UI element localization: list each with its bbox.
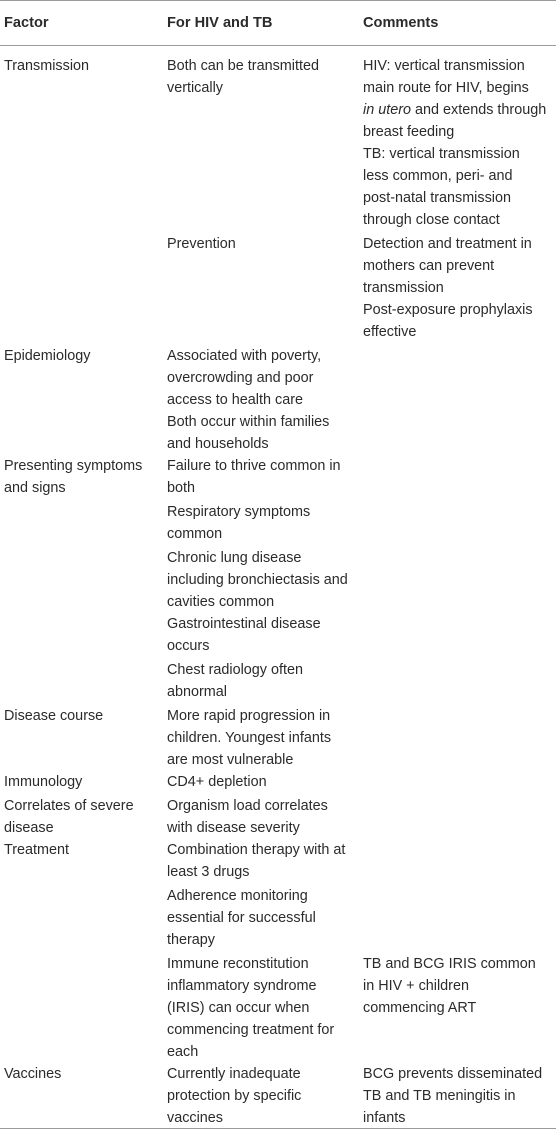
vaccines-text-2: protection by specific bbox=[167, 1088, 302, 1104]
vaccines-comment-1: BCG prevents disseminated bbox=[363, 1066, 543, 1082]
factor-treatment: Treatment bbox=[4, 842, 70, 858]
treatment-iris-5: each bbox=[167, 1044, 199, 1060]
hiv-comment-3 bbox=[363, 99, 546, 121]
treatment-iris-3: (IRIS) can occur when bbox=[167, 1000, 310, 1016]
factor-transmission: Transmission bbox=[4, 58, 90, 74]
treatment-combination-2: least 3 drugs bbox=[167, 864, 250, 880]
table-bottom-rule bbox=[0, 1128, 556, 1129]
tb-comment-4: through close contact bbox=[363, 212, 500, 228]
tb-comment-2: less common, peri- and bbox=[363, 168, 513, 184]
factor-disease-course: Disease course bbox=[4, 708, 104, 724]
symptoms-lung-2: including bronchiectasis and bbox=[167, 572, 348, 588]
vaccines-comment-2: TB and TB meningitis in bbox=[363, 1088, 516, 1104]
prevention-comment-3: transmission bbox=[363, 280, 444, 296]
symptoms-respiratory-1: Respiratory symptoms bbox=[167, 504, 311, 520]
factor-vaccines: Vaccines bbox=[4, 1066, 62, 1082]
course-text-3: are most vulnerable bbox=[167, 752, 294, 768]
treatment-iris-4: commencing treatment for bbox=[167, 1022, 335, 1038]
prevention-comment-2: mothers can prevent bbox=[363, 258, 495, 274]
symptoms-thrive-2: both bbox=[167, 480, 196, 496]
treatment-iris-1: Immune reconstitution bbox=[167, 956, 309, 972]
symptoms-lung-3: cavities common bbox=[167, 594, 275, 610]
header-rule bbox=[0, 45, 556, 46]
correlates-text-2: with disease severity bbox=[167, 820, 300, 836]
factor-correlates-2: disease bbox=[4, 820, 54, 836]
in-utero-italic: in utero bbox=[363, 102, 411, 118]
header-factor: Factor bbox=[4, 15, 49, 31]
treatment-combination-1: Combination therapy with at bbox=[167, 842, 346, 858]
symptoms-thrive-1: Failure to thrive common in bbox=[167, 458, 341, 474]
table-top-rule bbox=[0, 0, 556, 1]
course-text-1: More rapid progression in bbox=[167, 708, 331, 724]
iris-comment-2: in HIV + children bbox=[363, 978, 469, 994]
course-text-2: children. Youngest infants bbox=[167, 730, 332, 746]
hiv-comment-3-rest: and extends through bbox=[415, 102, 547, 118]
symptoms-radiology-1: Chest radiology often bbox=[167, 662, 303, 678]
hiv-comment-2: main route for HIV, begins bbox=[363, 80, 529, 96]
symptoms-respiratory-2: common bbox=[167, 526, 223, 542]
epidemiology-families-2: and households bbox=[167, 436, 269, 452]
hiv-comment-4: breast feeding bbox=[363, 124, 455, 140]
factor-symptoms-2: and signs bbox=[4, 480, 66, 496]
treatment-adherence-3: therapy bbox=[167, 932, 215, 948]
immunology-text: CD4+ depletion bbox=[167, 774, 267, 790]
epidemiology-families-1: Both occur within families bbox=[167, 414, 330, 430]
transmission-prevention: Prevention bbox=[167, 236, 236, 252]
factor-symptoms-1: Presenting symptoms bbox=[4, 458, 143, 474]
epidemiology-poverty-2: overcrowding and poor bbox=[167, 370, 314, 386]
symptoms-gastro-2: occurs bbox=[167, 638, 210, 654]
symptoms-radiology-2: abnormal bbox=[167, 684, 227, 700]
symptoms-lung-1: Chronic lung disease bbox=[167, 550, 302, 566]
iris-comment-1: TB and BCG IRIS common bbox=[363, 956, 536, 972]
factor-correlates-1: Correlates of severe bbox=[4, 798, 134, 814]
epidemiology-poverty-1: Associated with poverty, bbox=[167, 348, 322, 364]
symptoms-gastro-1: Gastrointestinal disease bbox=[167, 616, 321, 632]
transmission-vertical-1: Both can be transmitted bbox=[167, 58, 319, 74]
transmission-vertical-2: vertically bbox=[167, 80, 223, 96]
treatment-iris-2: inflammatory syndrome bbox=[167, 978, 317, 994]
treatment-adherence-1: Adherence monitoring bbox=[167, 888, 308, 904]
prophylaxis-comment-2: effective bbox=[363, 324, 417, 340]
vaccines-text-3: vaccines bbox=[167, 1110, 223, 1126]
header-comments: Comments bbox=[363, 15, 439, 31]
iris-comment-3: commencing ART bbox=[363, 1000, 477, 1016]
tb-comment-1: TB: vertical transmission bbox=[363, 146, 520, 162]
prevention-comment-1: Detection and treatment in bbox=[363, 236, 532, 252]
treatment-adherence-2: essential for successful bbox=[167, 910, 316, 926]
vaccines-text-1: Currently inadequate bbox=[167, 1066, 301, 1082]
tb-comment-3: post-natal transmission bbox=[363, 190, 511, 206]
hiv-comment-1: HIV: vertical transmission bbox=[363, 58, 525, 74]
header-for-hiv-tb: For HIV and TB bbox=[167, 15, 273, 31]
vaccines-comment-3: infants bbox=[363, 1110, 406, 1126]
factor-epidemiology: Epidemiology bbox=[4, 348, 91, 364]
correlates-text-1: Organism load correlates bbox=[167, 798, 328, 814]
epidemiology-poverty-3: access to health care bbox=[167, 392, 303, 408]
factor-immunology: Immunology bbox=[4, 774, 83, 790]
prophylaxis-comment-1: Post-exposure prophylaxis bbox=[363, 302, 533, 318]
